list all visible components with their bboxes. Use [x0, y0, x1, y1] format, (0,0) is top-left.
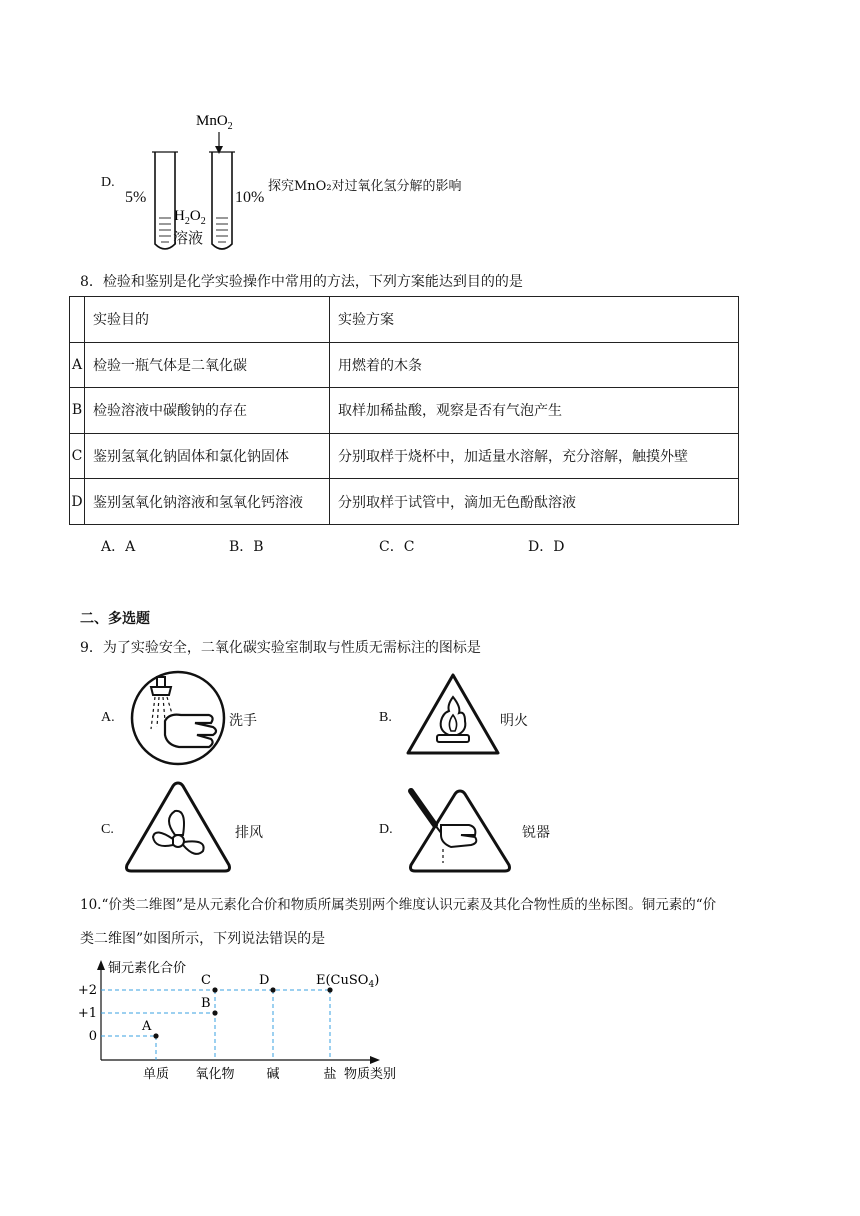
table-row — [70, 388, 739, 434]
point-label: D — [259, 973, 270, 988]
y-tick-label: +2 — [77, 983, 97, 998]
y-tick-label: +1 — [77, 1006, 97, 1021]
point-label: C — [201, 973, 211, 988]
table-header-scheme: 实验方案 — [330, 297, 739, 343]
x-tick-label: 单质 — [142, 1067, 170, 1082]
sharp-object-icon — [405, 785, 515, 877]
point-label: E(CuSO$_4$) — [316, 973, 380, 990]
table-cell: 取样加稀盐酸，观察是否有气泡产生 — [330, 388, 739, 434]
table-row — [70, 479, 739, 525]
q9-option-d-letter[interactable]: D. — [379, 822, 393, 837]
tube-solution-label: 溶液 — [173, 229, 204, 247]
q9-option-a-label: 洗手 — [229, 713, 257, 729]
table-cell: A — [70, 342, 85, 388]
table-cell: 鉴别氢氧化钠溶液和氢氧化钙溶液 — [85, 479, 330, 525]
open-flame-icon — [405, 671, 501, 757]
q7-option-d-letter: D. — [101, 175, 115, 190]
q9-option-c-label: 排风 — [235, 825, 263, 841]
table-cell: 分别取样于试管中，滴加无色酚酞溶液 — [330, 479, 739, 525]
table-cell: 用燃着的木条 — [330, 342, 739, 388]
q9-option-c-letter[interactable]: C. — [101, 822, 114, 837]
point-label: A — [142, 1019, 152, 1034]
hand-wash-icon — [129, 669, 227, 767]
table-header-purpose: 实验目的 — [85, 297, 330, 343]
x-axis-label: 物质类别 — [344, 1067, 397, 1082]
q8-stem: 8．检验和鉴别是化学实验操作中常用的方法，下列方案能达到目的的是 — [80, 274, 523, 290]
q9-option-b-label: 明火 — [500, 713, 528, 729]
x-tick-label: 碱 — [266, 1067, 280, 1082]
table-row — [70, 433, 739, 479]
q8-choice-c[interactable]: C．C — [379, 539, 415, 555]
table-cell — [70, 297, 85, 343]
y-axis-label: 铜元素化合价 — [108, 961, 187, 976]
data-point — [212, 1010, 217, 1015]
q8-choice-a[interactable]: A．A — [101, 539, 136, 555]
table-header-row — [70, 297, 739, 343]
q8-choice-d[interactable]: D．D — [528, 539, 565, 555]
q9-option-d-label: 锐器 — [522, 825, 550, 841]
mno2-label: MnO$_2$ — [196, 113, 233, 132]
q7-option-d-description: 探究MnO₂对过氧化氢分解的影响 — [268, 179, 462, 194]
table-cell: D — [70, 479, 85, 525]
q8-choice-b[interactable]: B．B — [229, 539, 264, 555]
x-tick-label: 盐 — [323, 1067, 337, 1082]
h2o2-label: $H_2O_2$ — [174, 208, 206, 227]
q9-stem: 9．为了实验安全，二氧化碳实验室制取与性质无需标注的图标是 — [80, 640, 481, 656]
q10-stem-line2: 类二维图”如图所示，下列说法错误的是 — [80, 931, 326, 947]
data-point — [327, 987, 332, 992]
table-row — [70, 342, 739, 388]
data-point — [212, 987, 217, 992]
point-label: B — [201, 996, 211, 1011]
table-cell: 鉴别氢氧化钠固体和氯化钠固体 — [85, 433, 330, 479]
x-tick-label: 氧化物 — [195, 1067, 235, 1082]
q9-option-a-letter[interactable]: A. — [101, 710, 115, 725]
table-cell: 检验溶液中碳酸钠的存在 — [85, 388, 330, 434]
exhaust-fan-icon — [123, 779, 233, 875]
q8-table — [69, 296, 739, 525]
section-title: 二、多选题 — [80, 611, 150, 627]
data-point — [153, 1033, 158, 1038]
table-cell: 分别取样于烧杯中，加适量水溶解，充分溶解，触摸外壁 — [330, 433, 739, 479]
left-percent: 5% — [125, 189, 147, 206]
data-point — [270, 987, 275, 992]
right-test-tube — [209, 152, 235, 249]
table-cell: C — [70, 433, 85, 479]
right-percent: 10% — [235, 189, 265, 206]
valence-class-chart — [70, 952, 420, 1092]
q9-option-b-letter[interactable]: B. — [379, 710, 392, 725]
y-tick-label: 0 — [88, 1029, 97, 1044]
table-cell: 检验一瓶气体是二氧化碳 — [85, 342, 330, 388]
q10-stem-line1: 10.“价类二维图”是从元素化合价和物质所属类别两个维度认识元素及其化合物性质的坐标图。铜元素的“价 — [80, 897, 717, 913]
table-cell: B — [70, 388, 85, 434]
